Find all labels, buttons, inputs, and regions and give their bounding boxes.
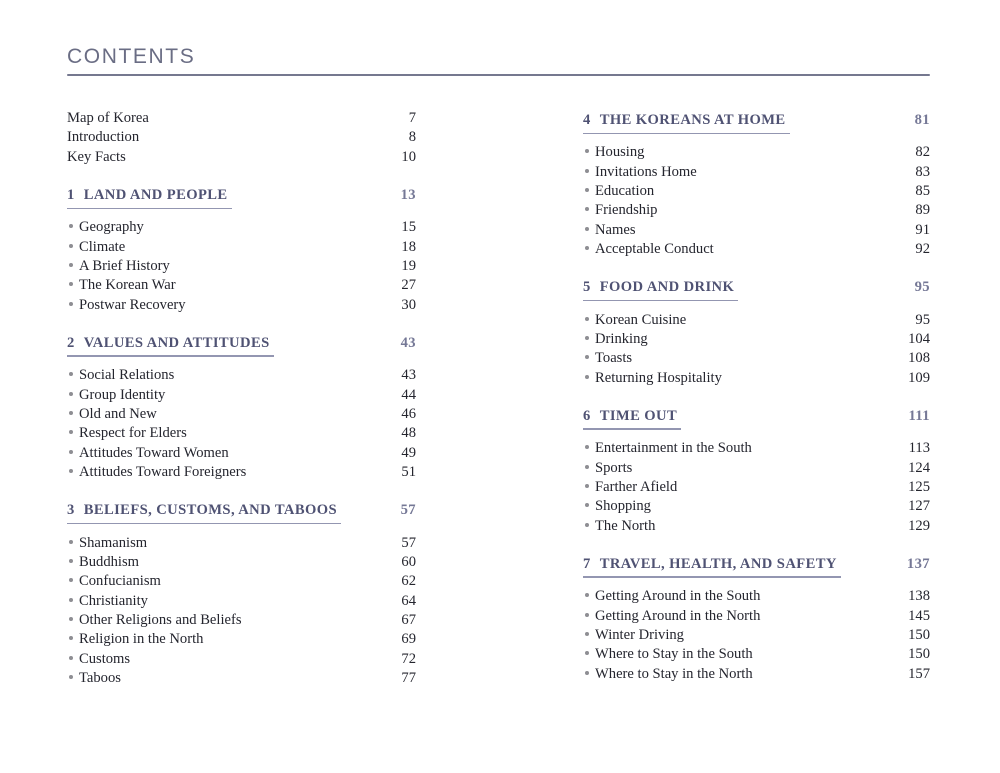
bullet-icon bbox=[585, 465, 589, 469]
toc-entry-text: A Brief History bbox=[79, 257, 170, 274]
toc-section-page: 81 bbox=[914, 112, 930, 128]
bullet-icon bbox=[69, 244, 73, 248]
toc-entry-label bbox=[585, 311, 686, 330]
toc-entry-label bbox=[585, 163, 697, 182]
toc-entry-label bbox=[69, 650, 130, 669]
bullet-icon bbox=[69, 469, 73, 473]
toc-entry-text: Sports bbox=[595, 459, 633, 476]
bullet-icon bbox=[585, 523, 589, 527]
bullet-icon bbox=[69, 578, 73, 582]
toc-entry-label bbox=[585, 587, 760, 606]
toc-section bbox=[583, 111, 930, 259]
toc-entry-page: 44 bbox=[401, 386, 416, 403]
toc-section-page: 13 bbox=[400, 186, 416, 203]
toc-entry-label bbox=[69, 572, 161, 591]
toc-entry-text: Respect for Elders bbox=[79, 425, 187, 442]
toc-section bbox=[67, 501, 416, 688]
bullet-icon bbox=[585, 613, 589, 617]
toc-section-page: 57 bbox=[400, 502, 416, 519]
toc-entry bbox=[583, 626, 930, 645]
toc-section-items bbox=[67, 534, 416, 689]
toc-entry-label bbox=[69, 553, 139, 572]
bullet-icon bbox=[585, 632, 589, 636]
toc-entry-page: 49 bbox=[401, 444, 416, 461]
toc-section-items bbox=[67, 366, 416, 482]
toc-entry bbox=[67, 257, 416, 276]
toc-section-heading bbox=[583, 555, 930, 574]
toc-entry-label bbox=[585, 459, 632, 478]
toc-entry bbox=[583, 607, 930, 626]
bullet-icon bbox=[585, 207, 589, 211]
toc-entry-label bbox=[585, 221, 636, 240]
toc-entry-label bbox=[69, 218, 144, 237]
toc-section-heading bbox=[583, 111, 930, 130]
toc-entry-page: 109 bbox=[908, 369, 930, 386]
bullet-icon bbox=[585, 355, 589, 359]
toc-entry-label bbox=[69, 276, 176, 295]
toc-section-heading bbox=[67, 501, 416, 520]
toc-section-number: 6 bbox=[583, 407, 591, 424]
toc-entry bbox=[583, 163, 930, 182]
toc-entry bbox=[583, 517, 930, 536]
toc-entry bbox=[67, 553, 416, 572]
toc-entry-page: 69 bbox=[401, 631, 416, 648]
toc-entry-page: 62 bbox=[401, 573, 416, 590]
title-divider bbox=[67, 74, 930, 76]
bullet-icon bbox=[585, 445, 589, 449]
toc-entry-page: 150 bbox=[908, 626, 930, 643]
toc-entry bbox=[67, 386, 416, 405]
toc-entry-page: 92 bbox=[915, 240, 930, 257]
toc-entry-label bbox=[69, 534, 147, 553]
toc-section-heading bbox=[67, 186, 416, 205]
toc-entry-label bbox=[585, 478, 677, 497]
toc-entry-text: Where to Stay in the North bbox=[595, 665, 753, 682]
toc-section-heading bbox=[67, 334, 416, 353]
bullet-icon bbox=[69, 559, 73, 563]
bullet-icon bbox=[585, 375, 589, 379]
toc-entry-page: 72 bbox=[401, 650, 416, 667]
toc-section bbox=[583, 407, 930, 536]
toc-entry-label bbox=[69, 405, 157, 424]
toc-entry-text: Religion in the North bbox=[79, 631, 204, 648]
bullet-icon bbox=[69, 282, 73, 286]
toc-entry-text: Taboos bbox=[79, 669, 121, 686]
toc-entry-text: Friendship bbox=[595, 202, 658, 219]
toc-entry-label bbox=[585, 665, 753, 684]
toc-entry-label bbox=[69, 630, 203, 649]
toc-entry bbox=[67, 630, 416, 649]
toc-section-title bbox=[583, 111, 786, 130]
toc-entry-text: The North bbox=[595, 517, 656, 534]
toc-entry-label bbox=[585, 330, 648, 349]
toc-entry-text: Geography bbox=[79, 219, 144, 236]
toc-entry-page: 129 bbox=[908, 517, 930, 534]
toc-section-title bbox=[583, 555, 837, 574]
toc-section-heading bbox=[583, 407, 930, 426]
toc-entry-page: 89 bbox=[915, 202, 930, 219]
toc-entry bbox=[583, 439, 930, 458]
page-title: CONTENTS bbox=[67, 45, 196, 68]
toc-entry bbox=[583, 497, 930, 516]
toc-entry-page: 64 bbox=[401, 592, 416, 609]
toc-entry-label bbox=[585, 607, 760, 626]
toc-entry-page: 8 bbox=[408, 129, 416, 146]
toc-entry-page: 125 bbox=[908, 478, 930, 495]
bullet-icon bbox=[69, 224, 73, 228]
toc-section-page: 137 bbox=[906, 555, 930, 572]
toc-entry-text: Customs bbox=[79, 650, 131, 667]
bullet-icon bbox=[69, 450, 73, 454]
toc-section-number: 5 bbox=[583, 279, 591, 296]
bullet-icon bbox=[69, 372, 73, 376]
toc-entry-text: Other Religions and Beliefs bbox=[79, 611, 242, 628]
toc-entry bbox=[583, 311, 930, 330]
toc-entry-page: 127 bbox=[908, 498, 930, 515]
toc-entry bbox=[67, 405, 416, 424]
toc-section-title bbox=[67, 334, 270, 353]
toc-entry-page: 43 bbox=[401, 367, 416, 384]
toc-entry bbox=[67, 296, 416, 315]
toc-entry-text: Getting Around in the North bbox=[595, 607, 761, 624]
toc-section-page: 111 bbox=[908, 407, 930, 424]
toc-entry-text: Shamanism bbox=[79, 534, 148, 551]
toc-section-number: 3 bbox=[67, 502, 75, 519]
toc-entry bbox=[583, 478, 930, 497]
toc-entry-text: Winter Driving bbox=[595, 626, 684, 643]
toc-section-title bbox=[67, 186, 228, 205]
toc-entry bbox=[583, 240, 930, 259]
toc-entry-label: Map of Korea bbox=[67, 110, 149, 126]
toc-entry-text: Social Relations bbox=[79, 367, 175, 384]
toc-section-number: 7 bbox=[583, 555, 591, 572]
bullet-icon bbox=[69, 656, 73, 660]
toc-entry-label bbox=[585, 626, 684, 645]
toc-entry-label bbox=[585, 369, 722, 388]
toc-entry-page: 113 bbox=[908, 440, 930, 457]
toc-entry-page: 124 bbox=[908, 459, 930, 476]
toc-entry bbox=[583, 645, 930, 664]
toc-section bbox=[67, 334, 416, 482]
bullet-icon bbox=[69, 598, 73, 602]
toc-entry-label bbox=[69, 386, 165, 405]
toc-entry-label bbox=[69, 296, 186, 315]
toc-entry-label: Key Facts bbox=[67, 148, 126, 165]
toc-section-title bbox=[583, 278, 734, 297]
toc-section-page: 43 bbox=[400, 334, 416, 351]
toc-entry-page: 30 bbox=[401, 296, 416, 313]
bullet-icon bbox=[69, 430, 73, 434]
toc-entry-label bbox=[585, 143, 644, 162]
toc-section-items bbox=[583, 311, 930, 388]
toc-entry bbox=[67, 109, 416, 128]
bullet-icon bbox=[69, 675, 73, 679]
bullet-icon bbox=[69, 411, 73, 415]
toc-entry-text: Returning Hospitality bbox=[595, 369, 722, 386]
toc-entry-text: Drinking bbox=[595, 330, 648, 347]
toc-entry-text: Getting Around in the South bbox=[595, 588, 761, 605]
toc-entry bbox=[583, 201, 930, 220]
toc-section-number: 1 bbox=[67, 186, 75, 203]
toc-section-items bbox=[583, 439, 930, 536]
bullet-icon bbox=[585, 317, 589, 321]
toc-entry-page: 138 bbox=[908, 588, 930, 605]
toc-entry-text: Attitudes Toward Women bbox=[79, 444, 229, 461]
toc-section-name: VALUES AND ATTITUDES bbox=[83, 334, 270, 351]
bullet-icon bbox=[585, 336, 589, 340]
toc-entry-page: 57 bbox=[401, 534, 416, 551]
toc-entry bbox=[67, 592, 416, 611]
toc-entry-page: 95 bbox=[915, 311, 930, 328]
bullet-icon bbox=[69, 636, 73, 640]
toc-entry-label bbox=[585, 439, 752, 458]
toc-entry-text: Where to Stay in the South bbox=[595, 646, 753, 663]
toc-section-number: 2 bbox=[67, 334, 75, 351]
toc-entry bbox=[583, 143, 930, 162]
toc-entry-text: Toasts bbox=[595, 350, 633, 367]
toc-section-heading bbox=[583, 278, 930, 297]
toc-entry bbox=[583, 665, 930, 684]
toc-entry-page: 91 bbox=[915, 221, 930, 238]
bullet-icon bbox=[585, 246, 589, 250]
toc-entry bbox=[67, 611, 416, 630]
bullet-icon bbox=[585, 227, 589, 231]
toc-entry bbox=[67, 572, 416, 591]
bullet-icon bbox=[585, 484, 589, 488]
toc-entry bbox=[67, 669, 416, 688]
toc-section-name: TRAVEL, HEALTH, AND SAFETY bbox=[599, 555, 837, 572]
toc-entry-label bbox=[585, 517, 655, 536]
toc-entry-page: 67 bbox=[401, 611, 416, 628]
toc-entry-text: Old and New bbox=[79, 405, 157, 422]
toc-entry-page: 60 bbox=[401, 553, 416, 570]
toc-section-name: THE KOREANS AT HOME bbox=[599, 112, 786, 128]
toc-entry-text: Buddhism bbox=[79, 553, 140, 570]
toc-entry-label bbox=[69, 257, 170, 276]
toc-entry-page: 150 bbox=[908, 646, 930, 663]
toc-entry-page: 10 bbox=[401, 148, 416, 165]
front-matter-list bbox=[67, 109, 416, 167]
toc-entry bbox=[67, 238, 416, 257]
toc-entry-page: 51 bbox=[401, 463, 416, 480]
toc-entry-label bbox=[585, 201, 657, 220]
toc-section-items bbox=[67, 218, 416, 315]
toc-entry-label bbox=[69, 424, 187, 443]
bullet-icon bbox=[69, 540, 73, 544]
bullet-icon bbox=[69, 263, 73, 267]
bullet-icon bbox=[585, 149, 589, 153]
toc-section bbox=[67, 186, 416, 315]
toc-section-page: 95 bbox=[914, 279, 930, 296]
toc-entry-label bbox=[69, 366, 174, 385]
toc-entry-page: 157 bbox=[908, 665, 930, 682]
bullet-icon bbox=[69, 302, 73, 306]
toc-entry-label bbox=[585, 497, 651, 516]
bullet-icon bbox=[585, 188, 589, 192]
toc-section-title bbox=[67, 501, 337, 520]
bullet-icon bbox=[585, 671, 589, 675]
toc-entry-label bbox=[585, 240, 714, 259]
toc-section-items bbox=[583, 587, 930, 684]
toc-entry bbox=[67, 128, 416, 147]
toc-entry bbox=[67, 218, 416, 237]
toc-section-name: TIME OUT bbox=[599, 407, 678, 424]
toc-entry-text: Shopping bbox=[595, 498, 651, 515]
toc-entry bbox=[67, 148, 416, 167]
toc-entry-page: 18 bbox=[401, 238, 416, 255]
toc-section bbox=[583, 555, 930, 684]
toc-section-items bbox=[583, 143, 930, 259]
bullet-icon bbox=[585, 503, 589, 507]
toc-entry bbox=[67, 276, 416, 295]
toc-entry bbox=[67, 444, 416, 463]
toc-section-number: 4 bbox=[583, 112, 591, 128]
toc-entry-label bbox=[69, 611, 242, 630]
toc-section-name: FOOD AND DRINK bbox=[599, 279, 735, 296]
toc-entry-page: 85 bbox=[915, 182, 930, 199]
toc-entry-page: 82 bbox=[915, 144, 930, 161]
toc-entry bbox=[583, 369, 930, 388]
toc-entry-text: Names bbox=[595, 221, 636, 238]
toc-entry-page: 19 bbox=[401, 257, 416, 274]
toc-entry-text: Korean Cuisine bbox=[595, 311, 687, 328]
toc-entry bbox=[67, 650, 416, 669]
bullet-icon bbox=[69, 617, 73, 621]
bullet-icon bbox=[585, 169, 589, 173]
toc-entry-text: Housing bbox=[595, 144, 645, 161]
toc-entry-page: 15 bbox=[401, 219, 416, 236]
toc-entry bbox=[583, 587, 930, 606]
toc-entry-label bbox=[69, 669, 121, 688]
toc-entry-text: Farther Afield bbox=[595, 478, 678, 495]
toc-entry-label bbox=[585, 182, 654, 201]
toc-section-title bbox=[583, 407, 677, 426]
toc-entry-label bbox=[585, 349, 632, 368]
toc-entry bbox=[583, 459, 930, 478]
toc-section bbox=[583, 278, 930, 388]
toc-entry-text: Climate bbox=[79, 238, 126, 255]
toc-entry-page: 7 bbox=[408, 110, 416, 126]
toc-entry-text: Group Identity bbox=[79, 386, 166, 403]
toc-entry bbox=[67, 366, 416, 385]
toc-entry bbox=[583, 330, 930, 349]
toc-entry-text: Postwar Recovery bbox=[79, 296, 186, 313]
toc-entry bbox=[67, 463, 416, 482]
toc-left-column bbox=[67, 109, 416, 688]
toc-entry-text: Christianity bbox=[79, 592, 148, 609]
toc-entry-page: 27 bbox=[401, 277, 416, 294]
toc-entry-page: 83 bbox=[915, 163, 930, 180]
toc-entry-label bbox=[585, 645, 753, 664]
toc-entry-page: 48 bbox=[401, 425, 416, 442]
toc-entry-label bbox=[69, 463, 246, 482]
toc-entry bbox=[583, 182, 930, 201]
toc-entry-text: Education bbox=[595, 182, 655, 199]
toc-entry-page: 108 bbox=[908, 350, 930, 367]
toc-entry-page: 104 bbox=[908, 330, 930, 347]
toc-entry-text: Entertainment in the South bbox=[595, 440, 752, 457]
toc-entry bbox=[583, 349, 930, 368]
toc-entry bbox=[67, 424, 416, 443]
toc-right-column bbox=[583, 111, 930, 684]
toc-entry bbox=[67, 534, 416, 553]
toc-entry-page: 46 bbox=[401, 405, 416, 422]
toc-entry-label bbox=[69, 444, 229, 463]
toc-entry-text: Invitations Home bbox=[595, 163, 697, 180]
toc-entry-text: Acceptable Conduct bbox=[595, 240, 714, 257]
toc-entry-label bbox=[69, 592, 148, 611]
toc-entry-label: Introduction bbox=[67, 129, 140, 146]
bullet-icon bbox=[585, 651, 589, 655]
bullet-icon bbox=[69, 392, 73, 396]
toc-entry-text: The Korean War bbox=[79, 277, 176, 294]
toc-entry-text: Attitudes Toward Foreigners bbox=[79, 463, 247, 480]
toc-entry-label bbox=[69, 238, 125, 257]
toc-entry-page: 145 bbox=[908, 607, 930, 624]
toc-entry-page: 77 bbox=[401, 669, 416, 686]
toc-entry-text: Confucianism bbox=[79, 573, 161, 590]
toc-entry bbox=[583, 221, 930, 240]
toc-section-name: LAND AND PEOPLE bbox=[83, 186, 228, 203]
toc-section-name: BELIEFS, CUSTOMS, AND TABOOS bbox=[83, 502, 337, 519]
bullet-icon bbox=[585, 593, 589, 597]
